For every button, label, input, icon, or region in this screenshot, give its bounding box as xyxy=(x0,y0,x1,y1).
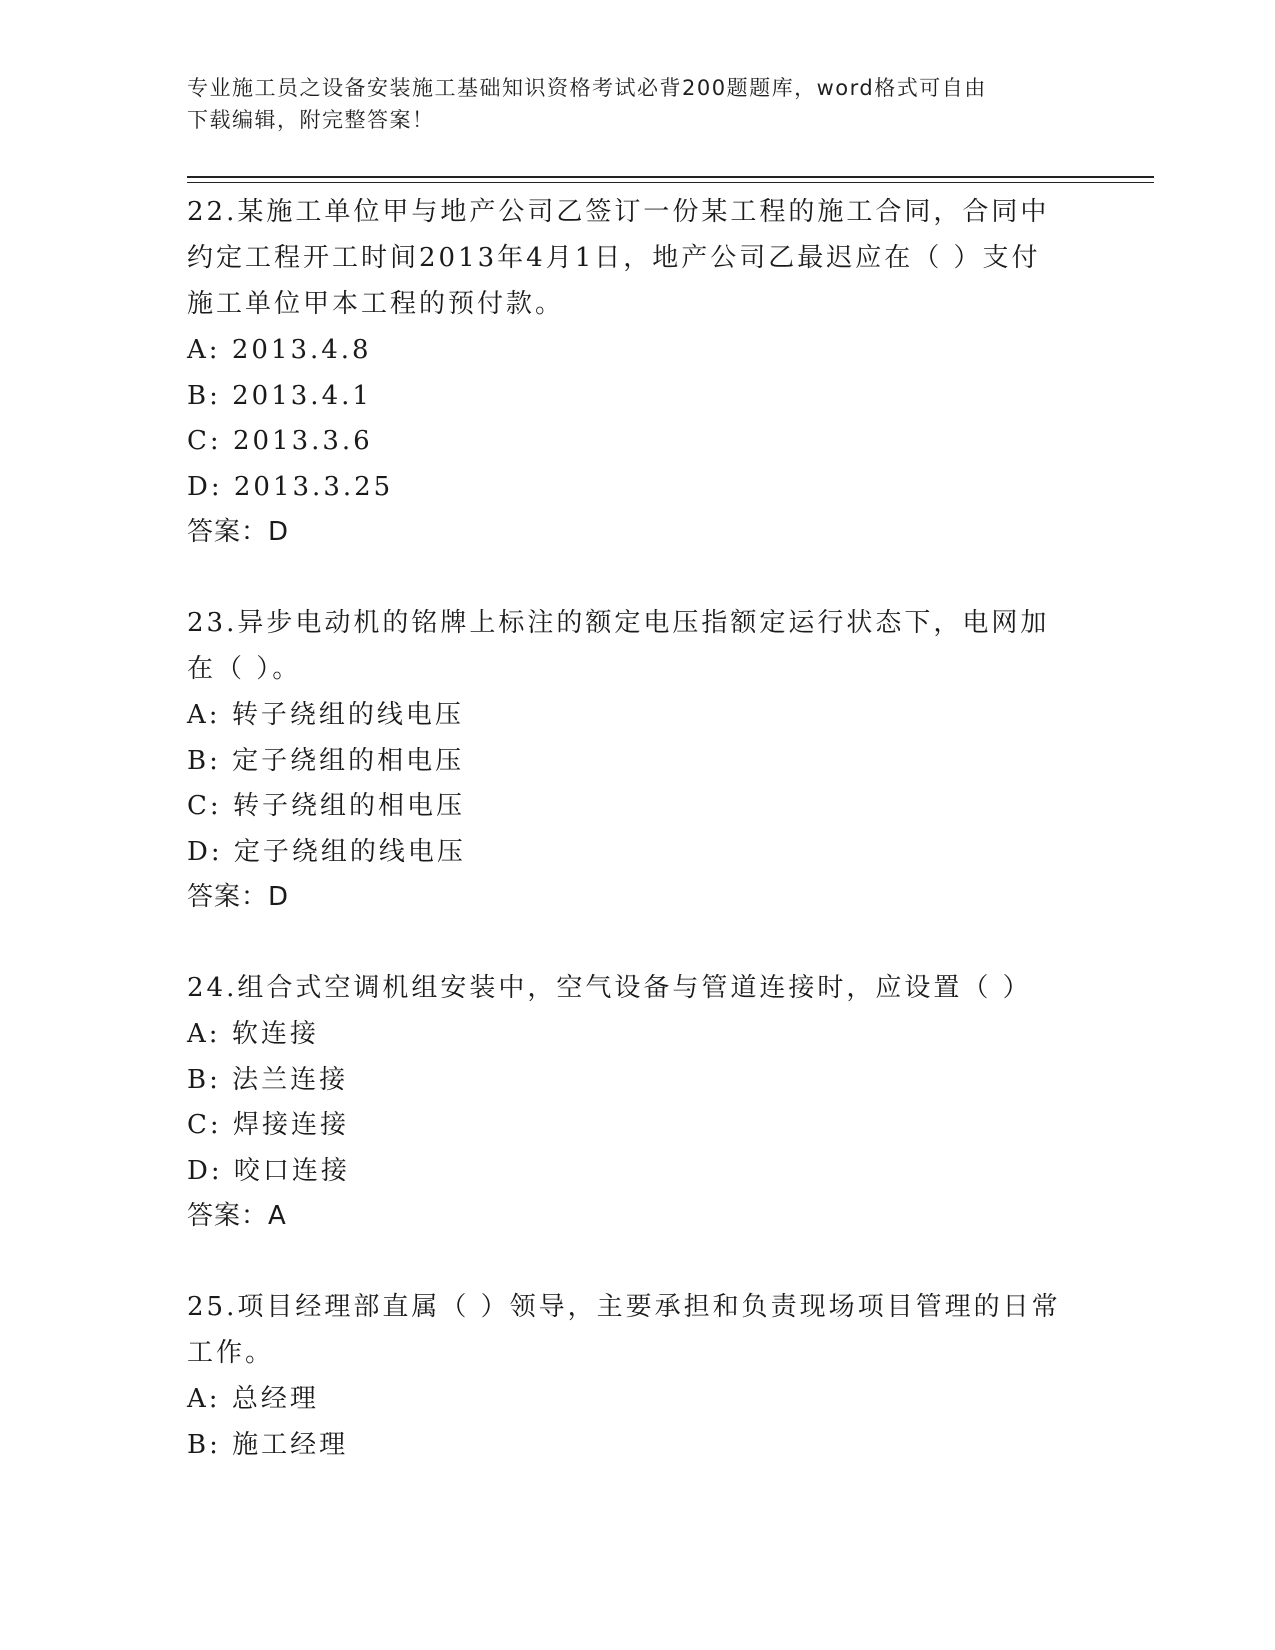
option-text: 焊接连接 xyxy=(232,1110,349,1140)
option-separator: : xyxy=(208,1384,232,1414)
answer-label: 答案： xyxy=(187,882,269,912)
answer-label: 答案： xyxy=(187,1201,269,1231)
option-key: A xyxy=(187,335,209,365)
option-b xyxy=(187,373,1087,419)
option-b xyxy=(187,1422,1087,1468)
option-text: 定子绕组的相电压 xyxy=(232,745,465,776)
option-d xyxy=(187,1148,1087,1194)
option-key: C xyxy=(187,1110,210,1140)
option-separator: : xyxy=(209,1064,233,1095)
option-text: 2013.3.25 xyxy=(233,471,394,502)
option-separator: : xyxy=(209,1110,233,1140)
option-separator: : xyxy=(209,1429,233,1460)
option-text: 咬口连接 xyxy=(233,1155,350,1186)
option-text: 法兰连接 xyxy=(232,1064,349,1095)
option-separator: : xyxy=(209,426,233,456)
question-stem xyxy=(187,1284,1067,1376)
option-text: 施工经理 xyxy=(232,1429,349,1460)
answer-value: D xyxy=(268,517,290,547)
option-c xyxy=(187,783,1087,829)
answer-value: A xyxy=(268,1201,287,1231)
option-b xyxy=(187,738,1087,784)
option-key: A xyxy=(187,700,209,730)
question-text: 异步电动机的铭牌上标注的额定电压指额定运行状态下，电网加在（ ）。 xyxy=(187,608,1050,684)
option-separator: : xyxy=(209,745,233,776)
option-d xyxy=(187,829,1087,875)
answer-line xyxy=(187,874,1087,920)
header-line-2: 下载编辑，附完整答案！ xyxy=(187,108,435,132)
question-stem xyxy=(187,189,1067,327)
option-text: 转子绕组的相电压 xyxy=(232,791,465,821)
option-a xyxy=(187,692,1087,738)
option-c xyxy=(187,1102,1087,1148)
option-text: 2013.4.1 xyxy=(232,380,372,411)
option-separator: : xyxy=(210,836,234,867)
question-number: 25. xyxy=(187,1292,238,1322)
option-separator: : xyxy=(208,335,232,365)
question-text: 组合式空调机组安装中，空气设备与管道连接时，应设置（ ） xyxy=(237,973,1032,1003)
option-text: 2013.4.8 xyxy=(231,335,372,365)
question-number: 23. xyxy=(187,608,238,638)
option-text: 转子绕组的线电压 xyxy=(231,700,464,730)
option-key: B xyxy=(187,1064,210,1095)
option-key: D xyxy=(187,836,211,867)
option-text: 2013.3.6 xyxy=(232,426,373,456)
option-separator: : xyxy=(210,1155,234,1186)
answer-line xyxy=(187,1193,1087,1239)
option-key: A xyxy=(187,1019,209,1049)
answer-label: 答案： xyxy=(187,517,269,547)
question-24 xyxy=(187,965,1087,1239)
option-a xyxy=(187,1011,1087,1057)
header-line-1: 专业施工员之设备安装施工基础知识资格考试必背200题题库，word格式可自由 xyxy=(187,76,987,100)
option-key: B xyxy=(187,745,210,776)
option-separator: : xyxy=(209,791,233,821)
option-key: D xyxy=(187,1155,211,1186)
option-d xyxy=(187,464,1087,510)
answer-line xyxy=(187,509,1087,555)
option-b xyxy=(187,1057,1087,1103)
option-text: 软连接 xyxy=(231,1019,319,1049)
question-text: 某施工单位甲与地产公司乙签订一份某工程的施工合同，合同中约定工程开工时间2013年4月1日，地产公司乙最迟应在（ ）支付施工单位甲本工程的预付款。 xyxy=(187,197,1050,319)
question-number: 22. xyxy=(187,197,238,227)
question-list xyxy=(187,189,1087,1467)
option-key: C xyxy=(187,791,210,821)
option-text: 总经理 xyxy=(231,1384,319,1414)
option-separator: : xyxy=(210,471,234,502)
question-stem xyxy=(187,600,1067,692)
option-key: B xyxy=(187,380,210,411)
answer-value: D xyxy=(268,882,290,912)
question-stem xyxy=(187,965,1067,1011)
question-text: 项目经理部直属（ ）领导，主要承担和负责现场项目管理的日常工作。 xyxy=(187,1292,1061,1368)
question-number: 24. xyxy=(187,973,238,1003)
question-25 xyxy=(187,1284,1087,1467)
option-separator: : xyxy=(208,1019,232,1049)
option-key: A xyxy=(187,1384,209,1414)
header-divider-thick xyxy=(187,176,1154,178)
question-22 xyxy=(187,189,1087,555)
option-key: B xyxy=(187,1429,210,1460)
page-header xyxy=(187,72,1067,136)
option-key: D xyxy=(187,471,211,502)
option-separator: : xyxy=(208,700,232,730)
option-a xyxy=(187,1376,1087,1422)
option-text: 定子绕组的线电压 xyxy=(233,836,466,867)
header-divider-thin xyxy=(187,182,1154,183)
option-c xyxy=(187,418,1087,464)
option-separator: : xyxy=(209,380,233,411)
option-a xyxy=(187,327,1087,373)
option-key: C xyxy=(187,426,210,456)
question-23 xyxy=(187,600,1087,920)
